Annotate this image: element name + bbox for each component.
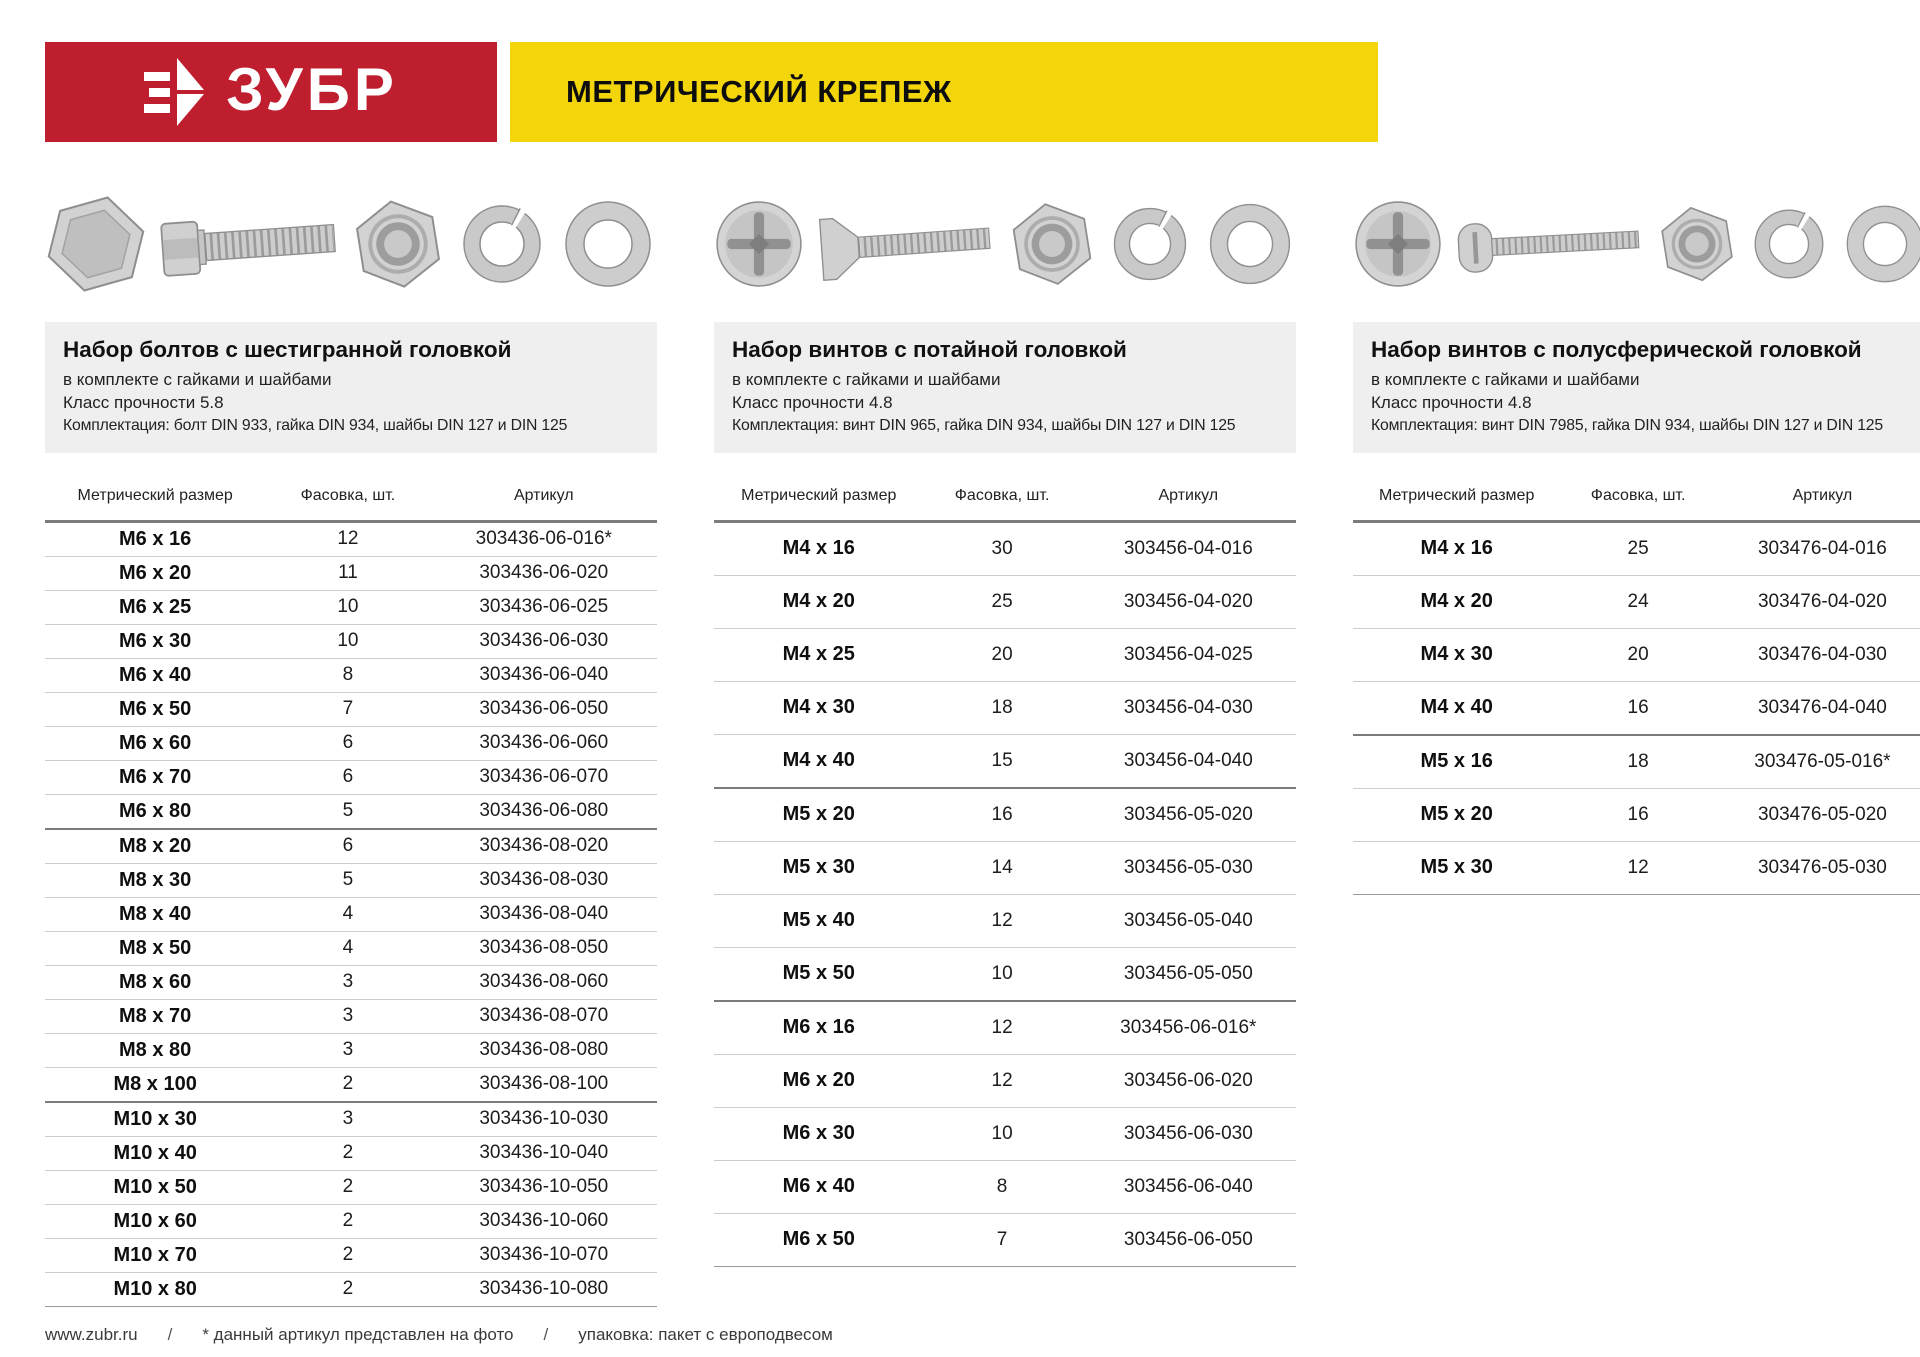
product-info-box: [45, 322, 657, 453]
table-row: [45, 658, 657, 692]
table-row: [45, 1136, 657, 1170]
product-info-box: [714, 322, 1296, 453]
pack-cell: 20: [1560, 628, 1716, 681]
pack-cell: 3: [265, 965, 430, 999]
table-row: [45, 829, 657, 864]
size-cell: М10 х 50: [45, 1170, 265, 1204]
phillips-head-icon: [714, 199, 804, 289]
pack-cell: 8: [265, 658, 430, 692]
article-cell: 303456-04-025: [1081, 628, 1296, 681]
pack-cell: 16: [924, 788, 1081, 842]
pack-cell: 24: [1560, 575, 1716, 628]
pack-cell: 30: [924, 521, 1081, 575]
product-title: Набор винтов с полусферической головкой: [1371, 337, 1862, 362]
size-cell: М5 х 20: [1353, 788, 1560, 841]
col-header-size: Метрический размер: [1353, 453, 1560, 522]
table-row: [714, 1107, 1296, 1160]
article-cell: 303456-04-016: [1081, 521, 1296, 575]
product-subtitle: в комплекте с гайками и шайбами: [732, 370, 1001, 389]
size-cell: М6 х 30: [714, 1107, 924, 1160]
table-row: [1353, 788, 1920, 841]
pack-cell: 10: [265, 590, 430, 624]
article-cell: 303476-04-020: [1716, 575, 1920, 628]
article-cell: 303456-06-050: [1081, 1213, 1296, 1266]
pan-head-screw-icon: [1454, 208, 1647, 280]
article-cell: 303436-08-040: [431, 897, 657, 931]
pack-cell: 3: [265, 1033, 430, 1067]
size-cell: М10 х 80: [45, 1272, 265, 1306]
product-subtitle: в комплекте с гайками и шайбами: [1371, 370, 1640, 389]
table-row: [714, 575, 1296, 628]
product-strength: Класс прочности 5.8: [63, 393, 224, 413]
pack-cell: 2: [265, 1170, 430, 1204]
pack-cell: 10: [924, 1107, 1081, 1160]
size-cell: М5 х 30: [1353, 841, 1560, 894]
size-cell: М5 х 40: [714, 894, 924, 947]
product-section-hex-bolts: [45, 142, 657, 1307]
col-header-pack: Фасовка, шт.: [924, 453, 1081, 522]
size-cell: М5 х 50: [714, 947, 924, 1001]
table-row: [714, 1001, 1296, 1055]
size-cell: М4 х 20: [714, 575, 924, 628]
table-row: [714, 947, 1296, 1001]
col-header-pack: Фасовка, шт.: [1560, 453, 1716, 522]
size-cell: М6 х 60: [45, 726, 265, 760]
article-cell: 303436-08-100: [431, 1067, 657, 1102]
article-cell: 303476-04-040: [1716, 681, 1920, 735]
zubr-bison-icon: [144, 52, 208, 132]
product-contents: Комплектация: винт DIN 7985, гайка DIN 934, шайбы DIN 127 и DIN 125: [1371, 416, 1883, 434]
size-cell: М10 х 70: [45, 1238, 265, 1272]
table-row: [45, 1204, 657, 1238]
pack-cell: 11: [265, 556, 430, 590]
pack-cell: 18: [924, 681, 1081, 734]
pack-cell: 16: [1560, 681, 1716, 735]
article-cell: 303456-05-030: [1081, 841, 1296, 894]
product-photo-pan-head-set: [1353, 180, 1920, 308]
size-cell: М6 х 20: [45, 556, 265, 590]
table-row: [714, 841, 1296, 894]
phillips-head-icon: [1353, 199, 1443, 289]
product-info-box: [1353, 322, 1920, 453]
pack-cell: 3: [265, 1102, 430, 1137]
table-row: [1353, 735, 1920, 789]
product-photo-countersunk-set: [714, 180, 1296, 308]
pack-cell: 2: [265, 1272, 430, 1306]
size-cell: М6 х 40: [45, 658, 265, 692]
size-cell: М8 х 100: [45, 1067, 265, 1102]
article-cell: 303436-06-020: [431, 556, 657, 590]
article-cell: 303476-05-016*: [1716, 735, 1920, 789]
product-subtitle: в комплекте с гайками и шайбами: [63, 370, 332, 389]
table-row: [714, 1054, 1296, 1107]
size-cell: М10 х 40: [45, 1136, 265, 1170]
pack-cell: 7: [265, 692, 430, 726]
product-contents: Комплектация: болт DIN 933, гайка DIN 934, шайбы DIN 127 и DIN 125: [63, 416, 568, 434]
table-row: [45, 1272, 657, 1306]
pack-cell: 6: [265, 726, 430, 760]
site-url: www.zubr.ru: [45, 1324, 138, 1344]
article-cell: 303476-05-030: [1716, 841, 1920, 894]
size-cell: М8 х 30: [45, 863, 265, 897]
page-footer: [45, 1325, 1875, 1345]
article-cell: 303436-10-070: [431, 1238, 657, 1272]
size-cell: М6 х 25: [45, 590, 265, 624]
col-header-article: Артикул: [431, 453, 657, 522]
article-cell: 303436-08-060: [431, 965, 657, 999]
article-cell: 303476-04-016: [1716, 521, 1920, 575]
table-row: [45, 726, 657, 760]
article-cell: 303436-10-080: [431, 1272, 657, 1306]
pack-cell: 15: [924, 734, 1081, 788]
size-cell: М6 х 30: [45, 624, 265, 658]
brand-name: ЗУБР: [226, 56, 398, 123]
flat-washer-icon: [1204, 198, 1296, 290]
article-cell: 303436-06-025: [431, 590, 657, 624]
article-cell: 303436-08-080: [431, 1033, 657, 1067]
table-row: [45, 692, 657, 726]
size-cell: М6 х 50: [45, 692, 265, 726]
table-row: [45, 1238, 657, 1272]
hex-head-icon: [34, 182, 158, 306]
footer-divider: /: [167, 1324, 173, 1344]
table-row: [45, 521, 657, 556]
page-title-box: [510, 42, 1378, 142]
product-section-pan-head-screws: [1353, 142, 1920, 895]
size-cell: М8 х 60: [45, 965, 265, 999]
size-cell: М6 х 40: [714, 1160, 924, 1213]
article-cell: 303436-06-060: [431, 726, 657, 760]
flat-washer-icon: [559, 195, 657, 293]
footer-note: * данный артикул представлен на фото: [202, 1324, 514, 1344]
table-row: [714, 894, 1296, 947]
hex-nut-icon: [1002, 194, 1103, 295]
product-photo-hex-bolt-set: [45, 180, 657, 308]
size-cell: М6 х 20: [714, 1054, 924, 1107]
article-cell: 303456-04-030: [1081, 681, 1296, 734]
product-table: [714, 453, 1296, 1267]
size-cell: М4 х 40: [1353, 681, 1560, 735]
article-cell: 303476-04-030: [1716, 628, 1920, 681]
table-row: [714, 1160, 1296, 1213]
pack-cell: 4: [265, 897, 430, 931]
hex-nut-icon: [344, 190, 452, 298]
table-row: [45, 897, 657, 931]
table-row: [714, 734, 1296, 788]
table-row: [1353, 628, 1920, 681]
size-cell: М5 х 16: [1353, 735, 1560, 789]
size-cell: М5 х 20: [714, 788, 924, 842]
table-row: [1353, 681, 1920, 735]
pack-cell: 10: [265, 624, 430, 658]
article-cell: 303436-06-050: [431, 692, 657, 726]
table-header-row: [1353, 453, 1920, 522]
product-strength: Класс прочности 4.8: [1371, 393, 1532, 413]
size-cell: М4 х 30: [1353, 628, 1560, 681]
table-row: [714, 1213, 1296, 1266]
pack-cell: 12: [924, 894, 1081, 947]
size-cell: М10 х 30: [45, 1102, 265, 1137]
size-cell: М8 х 40: [45, 897, 265, 931]
hex-bolt-icon: [156, 197, 341, 291]
spring-washer-icon: [1749, 204, 1829, 284]
article-cell: 303436-06-070: [431, 760, 657, 794]
table-row: [714, 681, 1296, 734]
article-cell: 303436-08-030: [431, 863, 657, 897]
size-cell: М4 х 30: [714, 681, 924, 734]
article-cell: 303436-08-050: [431, 931, 657, 965]
product-table: [1353, 453, 1920, 895]
size-cell: М4 х 40: [714, 734, 924, 788]
pack-cell: 7: [924, 1213, 1081, 1266]
size-cell: М6 х 16: [714, 1001, 924, 1055]
size-cell: М6 х 16: [45, 521, 265, 556]
top-banner: [45, 42, 1875, 142]
col-header-article: Артикул: [1081, 453, 1296, 522]
size-cell: М8 х 70: [45, 999, 265, 1033]
article-cell: 303456-04-040: [1081, 734, 1296, 788]
article-cell: 303436-06-016*: [431, 521, 657, 556]
pack-cell: 5: [265, 863, 430, 897]
size-cell: М6 х 50: [714, 1213, 924, 1266]
pack-cell: 12: [265, 521, 430, 556]
table-row: [45, 794, 657, 829]
article-cell: 303456-05-020: [1081, 788, 1296, 842]
article-cell: 303436-06-080: [431, 794, 657, 829]
countersunk-screw-icon: [814, 202, 999, 286]
article-cell: 303456-06-030: [1081, 1107, 1296, 1160]
pack-cell: 12: [924, 1001, 1081, 1055]
table-row: [45, 1033, 657, 1067]
footer-divider: /: [543, 1324, 549, 1344]
product-table: [45, 453, 657, 1307]
pack-cell: 14: [924, 841, 1081, 894]
pack-cell: 18: [1560, 735, 1716, 789]
table-row: [714, 788, 1296, 842]
article-cell: 303456-05-040: [1081, 894, 1296, 947]
size-cell: М8 х 50: [45, 931, 265, 965]
table-row: [45, 863, 657, 897]
product-contents: Комплектация: винт DIN 965, гайка DIN 934, шайбы DIN 127 и DIN 125: [732, 416, 1236, 434]
col-header-article: Артикул: [1716, 453, 1920, 522]
table-row: [45, 624, 657, 658]
table-row: [45, 965, 657, 999]
table-row: [714, 628, 1296, 681]
pack-cell: 2: [265, 1136, 430, 1170]
pack-cell: 4: [265, 931, 430, 965]
pack-cell: 12: [924, 1054, 1081, 1107]
zubr-logo: [45, 42, 497, 142]
footer-packaging: упаковка: пакет с европодвесом: [578, 1324, 833, 1344]
size-cell: М10 х 60: [45, 1204, 265, 1238]
pack-cell: 12: [1560, 841, 1716, 894]
size-cell: М6 х 70: [45, 760, 265, 794]
article-cell: 303436-10-050: [431, 1170, 657, 1204]
pack-cell: 16: [1560, 788, 1716, 841]
table-row: [45, 590, 657, 624]
pack-cell: 25: [1560, 521, 1716, 575]
pack-cell: 25: [924, 575, 1081, 628]
table-row: [1353, 841, 1920, 894]
table-row: [45, 1067, 657, 1102]
pack-cell: 8: [924, 1160, 1081, 1213]
table-header-row: [45, 453, 657, 522]
size-cell: М5 х 30: [714, 841, 924, 894]
spring-washer-icon: [457, 199, 547, 289]
pack-cell: 3: [265, 999, 430, 1033]
article-cell: 303476-05-020: [1716, 788, 1920, 841]
col-header-size: Метрический размер: [714, 453, 924, 522]
flat-washer-icon: [1841, 200, 1920, 288]
table-row: [45, 1102, 657, 1137]
product-section-countersunk-screws: [714, 142, 1296, 1267]
article-cell: 303436-08-020: [431, 829, 657, 864]
article-cell: 303456-05-050: [1081, 947, 1296, 1001]
pack-cell: 6: [265, 760, 430, 794]
table-row: [45, 556, 657, 590]
table-row: [45, 1170, 657, 1204]
product-columns: [45, 142, 1891, 1307]
spring-washer-icon: [1108, 202, 1192, 286]
article-cell: 303436-10-030: [431, 1102, 657, 1137]
size-cell: М8 х 80: [45, 1033, 265, 1067]
pack-cell: 2: [265, 1067, 430, 1102]
size-cell: М4 х 16: [1353, 521, 1560, 575]
pack-cell: 10: [924, 947, 1081, 1001]
size-cell: М8 х 20: [45, 829, 265, 864]
article-cell: 303436-10-060: [431, 1204, 657, 1238]
table-row: [714, 521, 1296, 575]
table-header-row: [714, 453, 1296, 522]
pack-cell: 2: [265, 1238, 430, 1272]
article-cell: 303456-06-020: [1081, 1054, 1296, 1107]
article-cell: 303456-06-016*: [1081, 1001, 1296, 1055]
product-title: Набор винтов с потайной головкой: [732, 337, 1127, 362]
pack-cell: 6: [265, 829, 430, 864]
size-cell: М6 х 80: [45, 794, 265, 829]
article-cell: 303456-06-040: [1081, 1160, 1296, 1213]
pack-cell: 5: [265, 794, 430, 829]
product-title: Набор болтов с шестигранной головкой: [63, 337, 512, 362]
table-row: [45, 931, 657, 965]
size-cell: М4 х 25: [714, 628, 924, 681]
article-cell: 303436-08-070: [431, 999, 657, 1033]
table-row: [45, 999, 657, 1033]
col-header-pack: Фасовка, шт.: [265, 453, 430, 522]
col-header-size: Метрический размер: [45, 453, 265, 522]
pack-cell: 20: [924, 628, 1081, 681]
page-title: МЕТРИЧЕСКИЙ КРЕПЕЖ: [566, 74, 952, 109]
article-cell: 303436-10-040: [431, 1136, 657, 1170]
table-row: [1353, 521, 1920, 575]
size-cell: М4 х 20: [1353, 575, 1560, 628]
article-cell: 303436-06-030: [431, 624, 657, 658]
pack-cell: 2: [265, 1204, 430, 1238]
product-strength: Класс прочности 4.8: [732, 393, 893, 413]
article-cell: 303436-06-040: [431, 658, 657, 692]
table-row: [45, 760, 657, 794]
size-cell: М4 х 16: [714, 521, 924, 575]
table-row: [1353, 575, 1920, 628]
hex-nut-icon: [1651, 198, 1743, 290]
article-cell: 303456-04-020: [1081, 575, 1296, 628]
